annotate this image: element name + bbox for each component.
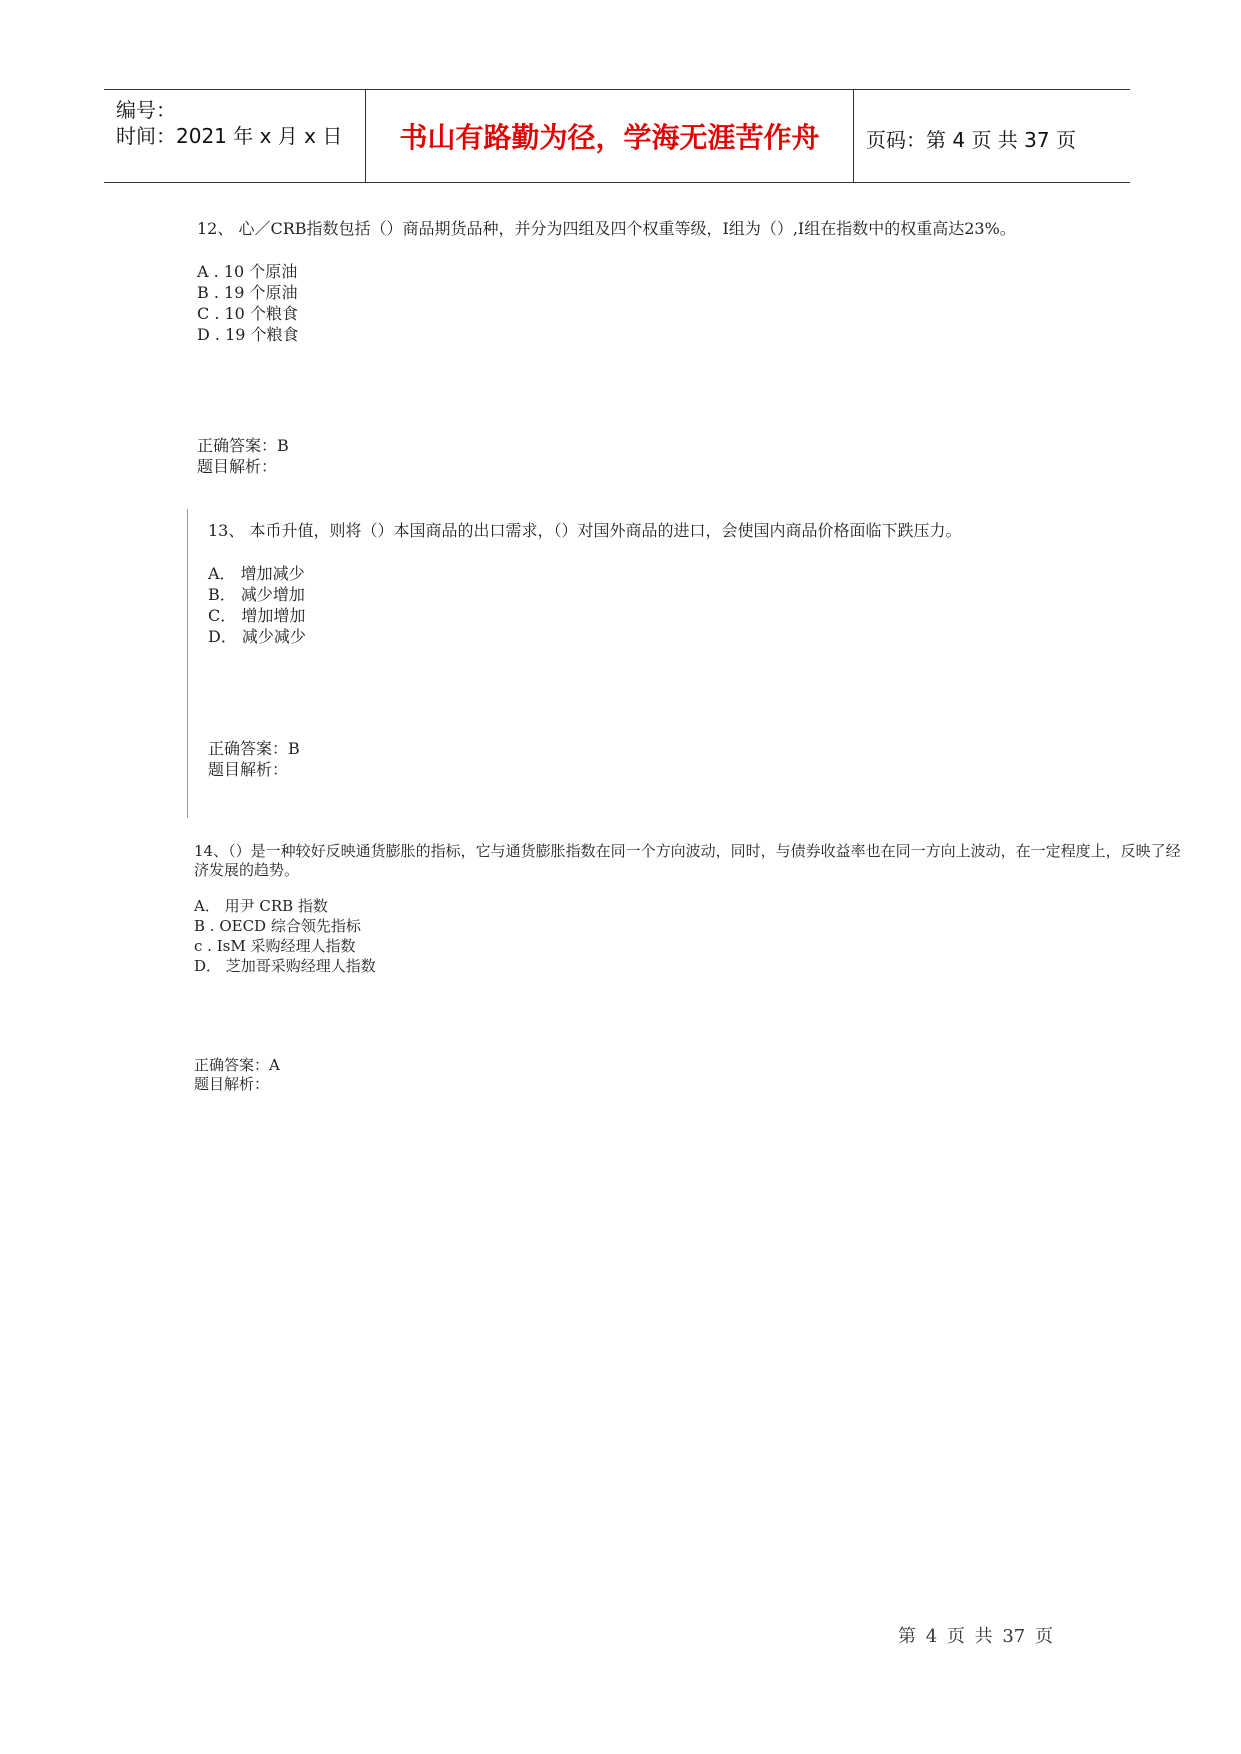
question-13-answer (208, 738, 300, 780)
correct-answer: 正确答案：B (208, 739, 300, 758)
motto: 书山有路勤为径，学海无涯苦作舟 (399, 121, 820, 154)
question-stem: 12、 心／CRB指数包括（）商品期货品种，并分为四组及四个权重等级，I组为（）,I组在指数中的权重高达23%。 (197, 219, 1016, 238)
option-a: A． 增加减少 (208, 564, 305, 583)
header-left-cell (104, 90, 366, 182)
question-14 (194, 842, 1184, 976)
option-a: A． 用尹 CRB 指数 (194, 897, 328, 915)
page-footer: 第 4 页 共 37 页 (898, 1626, 1053, 1647)
analysis-label: 题目解析： (208, 760, 289, 779)
number-label: 编号： (116, 98, 176, 122)
page-header (104, 89, 1130, 183)
option-d: D . 19 个粮食 (197, 325, 299, 344)
correct-answer: 正确答案：B (197, 436, 289, 455)
quote-bar (187, 509, 188, 818)
question-stem: 14、（）是一种较好反映通货膨胀的指标，它与通货膨胀指数在同一个方向波动，同时，与债券收益率也在同一方向上波动，在一定程度上，反映了经济发展的趋势。 (194, 842, 1181, 879)
option-c: C． 增加增加 (208, 606, 306, 625)
option-b: B . OECD 综合领先指标 (194, 917, 361, 935)
page-label: 页码：第 4 页 共 37 页 (866, 128, 1076, 152)
question-stem: 13、 本币升值，则将（）本国商品的出口需求，（）对国外商品的进口，会使国内商品价格面临下跌压力。 (208, 521, 962, 540)
option-d: D． 芝加哥采购经理人指数 (194, 957, 376, 975)
analysis-label: 题目解析： (194, 1075, 270, 1093)
option-b: B . 19 个原油 (197, 283, 298, 302)
option-d: D． 减少减少 (208, 627, 306, 646)
question-14-answer (194, 1056, 280, 1094)
header-right-cell (854, 90, 1130, 182)
option-c: c . IsM 采购经理人指数 (194, 937, 356, 955)
header-motto-cell (366, 90, 854, 182)
analysis-label: 题目解析： (197, 457, 278, 476)
question-13 (208, 520, 961, 647)
question-12-answer (197, 435, 289, 477)
question-12 (197, 218, 1016, 345)
option-a: A . 10 个原油 (197, 262, 298, 281)
option-c: C . 10 个粮食 (197, 304, 298, 323)
correct-answer: 正确答案：A (194, 1056, 280, 1074)
time-label: 时间：2021 年 x 月 x 日 (116, 124, 343, 148)
option-b: B． 减少增加 (208, 585, 305, 604)
